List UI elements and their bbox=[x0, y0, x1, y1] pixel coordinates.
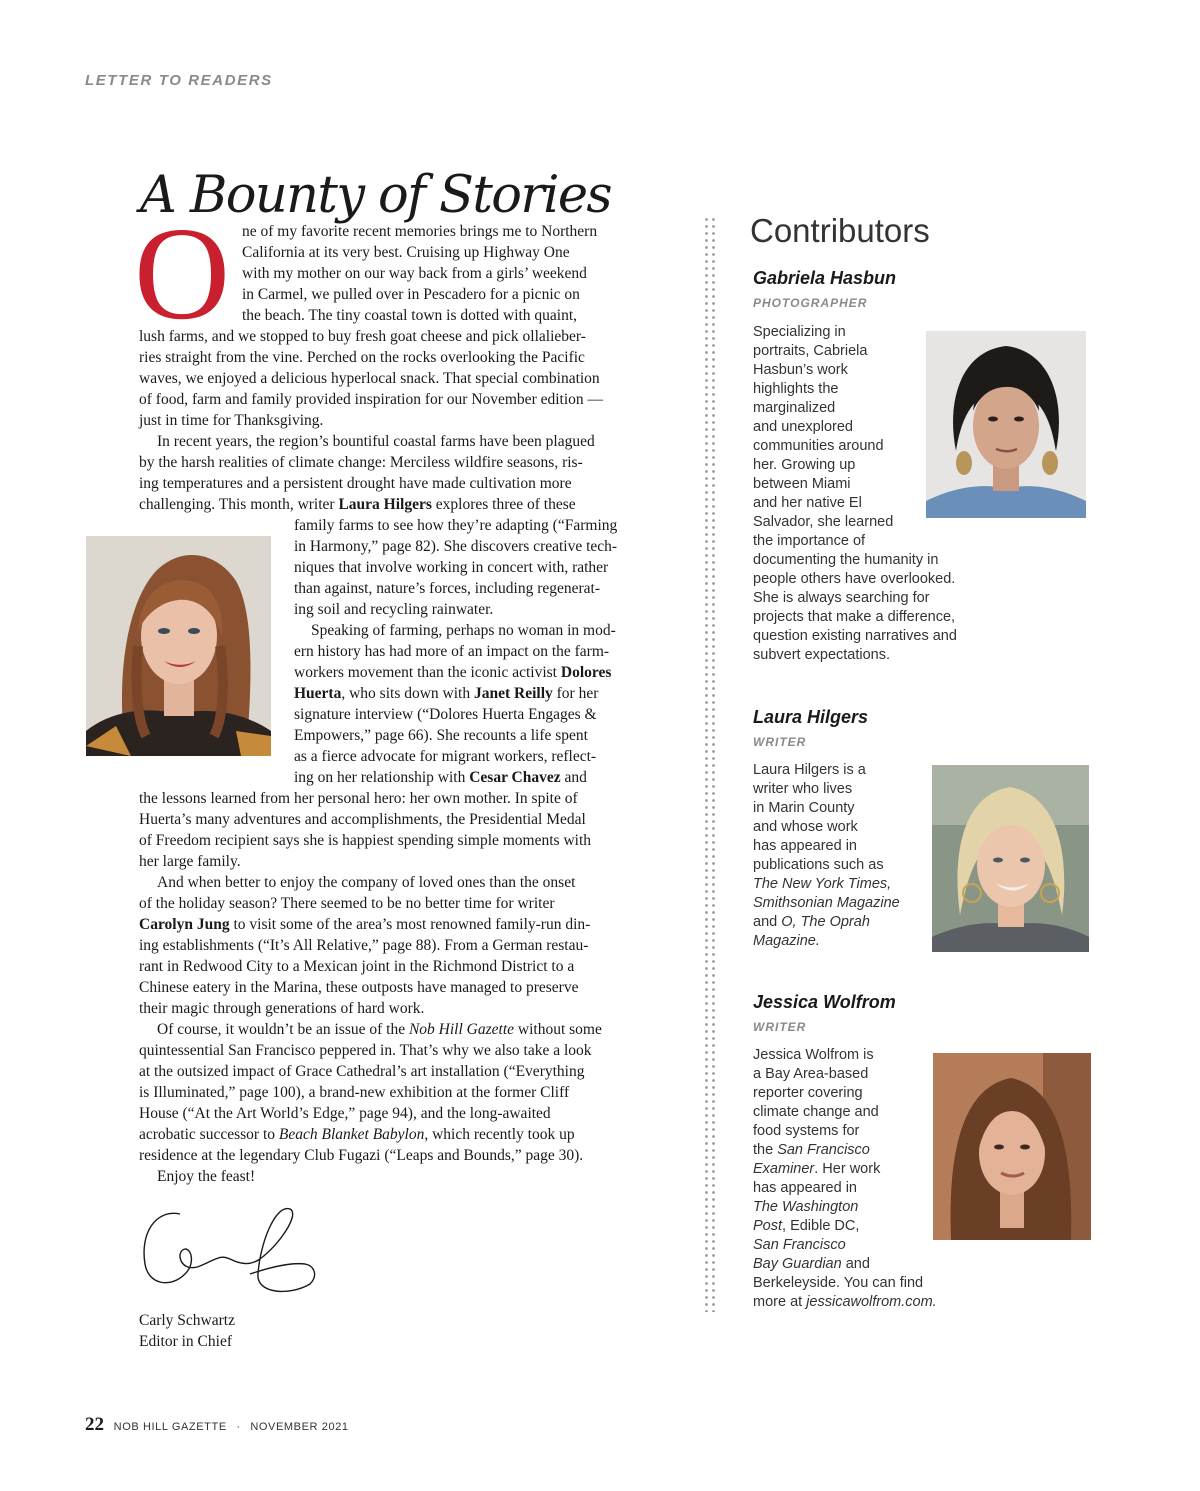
text-run: in Carmel, we pulled over in Pescadero for a picnic on bbox=[242, 286, 580, 303]
italic-title: jessicawolfrom.com. bbox=[806, 1294, 937, 1310]
letter-line bbox=[139, 326, 586, 347]
letter-line bbox=[139, 410, 323, 431]
text-run: Laura Hilgers is a bbox=[753, 762, 866, 778]
italic-title: The Washington bbox=[753, 1199, 859, 1215]
bold-name: Janet Reilly bbox=[473, 685, 553, 702]
bio-line bbox=[753, 1198, 858, 1217]
text-run: quintessential San Francisco peppered in. That’s why we also take a look bbox=[139, 1042, 592, 1059]
bold-name: Huerta bbox=[294, 685, 342, 702]
letter-line bbox=[139, 1124, 575, 1145]
letter-line bbox=[139, 851, 241, 872]
bio-line bbox=[753, 418, 853, 437]
laura-hilgers-contributor-portrait bbox=[932, 765, 1089, 952]
editor-signature bbox=[140, 1204, 320, 1304]
contributor-name: Laura Hilgers bbox=[753, 707, 869, 727]
letter-line bbox=[242, 242, 570, 263]
letter-line bbox=[242, 284, 580, 305]
letter-line bbox=[139, 473, 572, 494]
contributor-name: Jessica Wolfrom bbox=[753, 992, 896, 1012]
letter-line bbox=[139, 389, 603, 410]
bio-line bbox=[753, 456, 855, 475]
text-run: , who sits down with bbox=[341, 685, 474, 702]
text-run: is Illuminated,” page 100), a brand-new exhibition at the former Cliff bbox=[139, 1084, 570, 1101]
letter-line bbox=[294, 683, 598, 704]
text-run: Chinese eatery in the Marina, these outposts have managed to preserve bbox=[139, 979, 579, 996]
text-run: lush farms, and we stopped to buy fresh goat cheese and pick ollalieber- bbox=[139, 328, 586, 345]
text-run: And when better to enjoy the company of loved ones than the onset bbox=[157, 874, 576, 891]
letter-line bbox=[294, 599, 493, 620]
bio-line bbox=[753, 361, 848, 380]
bold-name: Laura Hilgers bbox=[338, 496, 432, 513]
text-run: the lessons learned from her personal hero: her own mother. In spite of bbox=[139, 790, 578, 807]
text-run: without some bbox=[514, 1021, 602, 1038]
text-run: of the holiday season? There seemed to be no better time for writer bbox=[139, 895, 555, 912]
bio-line bbox=[753, 818, 858, 837]
text-run: family farms to see how they’re adapting (“Farming bbox=[294, 517, 618, 534]
text-run: a Bay Area-based bbox=[753, 1066, 869, 1082]
letter-line bbox=[139, 347, 585, 368]
text-run: and her native El bbox=[753, 495, 862, 511]
text-run: Jessica Wolfrom is bbox=[753, 1047, 874, 1063]
text-run: , Edible DC, bbox=[782, 1218, 860, 1234]
bio-line bbox=[753, 570, 955, 589]
text-run: highlights the bbox=[753, 381, 839, 397]
italic-title: Magazine. bbox=[753, 933, 820, 949]
bio-line bbox=[753, 837, 857, 856]
bio-line bbox=[753, 1065, 868, 1084]
text-run: documenting the humanity in bbox=[753, 552, 939, 568]
bio-line bbox=[753, 780, 852, 799]
bold-name: Carolyn Jung bbox=[139, 916, 230, 933]
text-run: as a fierce advocate for migrant workers, reflect- bbox=[294, 748, 597, 765]
letter-line bbox=[139, 893, 554, 914]
text-run: and bbox=[560, 769, 587, 786]
bio-line bbox=[753, 894, 900, 913]
bio-line bbox=[753, 1160, 880, 1179]
text-run: Enjoy the feast! bbox=[157, 1168, 256, 1185]
text-run: niques that involve working in concert with, rather bbox=[294, 559, 609, 576]
letter-line bbox=[139, 1082, 569, 1103]
bio-line bbox=[753, 323, 846, 342]
text-run: ing establishments (“It’s All Relative,” page 88). From a German restau- bbox=[139, 937, 589, 954]
italic-title: Post bbox=[753, 1218, 783, 1234]
text-run: just in time for Thanksgiving. bbox=[139, 412, 324, 429]
text-run: climate change and bbox=[753, 1104, 879, 1120]
text-run: challenging. This month, writer bbox=[139, 496, 339, 513]
gabriela-hasbun-portrait bbox=[926, 331, 1086, 518]
bio-line bbox=[753, 932, 820, 951]
contributor-name: Gabriela Hasbun bbox=[753, 268, 897, 288]
letter-line bbox=[139, 935, 588, 956]
text-run: the bbox=[753, 1142, 778, 1158]
text-run: rant in Redwood City to a Mexican joint in the Richmond District to a bbox=[139, 958, 575, 975]
letter-line bbox=[139, 1145, 583, 1166]
text-run: residence at the legendary Club Fugazi (“Leaps and Bounds,” page 30). bbox=[139, 1147, 584, 1164]
letter-line bbox=[139, 368, 600, 389]
letter-line bbox=[294, 662, 611, 683]
text-run: has appeared in bbox=[753, 838, 857, 854]
text-run: acrobatic successor to bbox=[139, 1126, 279, 1143]
text-run: has appeared in bbox=[753, 1180, 857, 1196]
text-run: her. Growing up bbox=[753, 457, 856, 473]
bio-line bbox=[753, 1046, 874, 1065]
letter-line bbox=[139, 1103, 551, 1124]
text-run: workers movement than the iconic activist bbox=[294, 664, 561, 681]
letter-line bbox=[157, 1019, 602, 1040]
bio-line bbox=[753, 856, 884, 875]
text-run: more at bbox=[753, 1294, 807, 1310]
letter-line bbox=[294, 515, 617, 536]
italic-title: Examiner bbox=[753, 1161, 815, 1177]
contributor-role: PHOTOGRAPHER bbox=[753, 296, 868, 310]
contributors-heading: Contributors bbox=[750, 212, 930, 249]
jessica-wolfrom-portrait bbox=[933, 1053, 1091, 1240]
footer-separator: · bbox=[236, 1421, 241, 1433]
text-run: between Miami bbox=[753, 476, 851, 492]
text-run: and bbox=[753, 914, 782, 930]
text-run: and bbox=[841, 1256, 870, 1272]
text-run: Huerta’s many adventures and accomplishments, the Presidential Medal bbox=[139, 811, 586, 828]
text-run: publications such as bbox=[753, 857, 884, 873]
issue-date: NOVEMBER 2021 bbox=[250, 1421, 349, 1433]
text-run: Of course, it wouldn’t be an issue of the bbox=[157, 1021, 409, 1038]
letter-line bbox=[294, 641, 609, 662]
bio-line bbox=[753, 437, 884, 456]
bio-line bbox=[753, 1179, 857, 1198]
bio-line bbox=[753, 1141, 870, 1160]
bio-line bbox=[753, 494, 862, 513]
bio-line bbox=[753, 589, 930, 608]
letter-line bbox=[157, 872, 575, 893]
bold-name: Cesar Chavez bbox=[469, 769, 561, 786]
bio-line bbox=[753, 761, 866, 780]
letter-line bbox=[139, 830, 591, 851]
text-run: , which recently took up bbox=[424, 1126, 575, 1143]
letter-line bbox=[294, 536, 617, 557]
bio-line bbox=[753, 1274, 923, 1293]
bio-line bbox=[753, 380, 838, 399]
contributor-role: WRITER bbox=[753, 1020, 807, 1034]
text-run: communities around bbox=[753, 438, 884, 454]
bio-line bbox=[753, 1255, 870, 1274]
bio-line bbox=[753, 1084, 863, 1103]
text-run: and whose work bbox=[753, 819, 858, 835]
italic-title: Smithsonian Magazine bbox=[753, 895, 900, 911]
editor-name: Carly Schwartz bbox=[139, 1312, 235, 1329]
letter-line bbox=[139, 998, 424, 1019]
text-run: Speaking of farming, perhaps no woman in mod- bbox=[311, 622, 616, 639]
letter-line bbox=[139, 914, 590, 935]
text-run: projects that make a difference, bbox=[753, 609, 956, 625]
text-run: marginalized bbox=[753, 400, 836, 416]
bio-line bbox=[753, 608, 955, 627]
bold-name: Dolores bbox=[560, 664, 612, 681]
letter-line bbox=[242, 221, 597, 242]
letter-line bbox=[311, 620, 616, 641]
bio-line bbox=[753, 1103, 879, 1122]
text-run: than against, nature’s forces, including regenerat- bbox=[294, 580, 601, 597]
text-run: her large family. bbox=[139, 853, 241, 870]
text-run: Salvador, she learned bbox=[753, 514, 894, 530]
text-run: food systems for bbox=[753, 1123, 860, 1139]
letter-line bbox=[139, 1040, 592, 1061]
letter-line bbox=[294, 746, 596, 767]
page-footer bbox=[85, 1414, 349, 1436]
text-run: ing temperatures and a persistent drought have made cultivation more bbox=[139, 475, 572, 492]
bio-line bbox=[753, 1217, 859, 1236]
letter-line bbox=[139, 1061, 584, 1082]
laura-hilgers-portrait bbox=[86, 536, 271, 756]
column-divider bbox=[703, 216, 717, 1312]
bio-line bbox=[753, 342, 867, 361]
italic-title: O, The Oprah bbox=[781, 914, 870, 930]
italic-title: Nob Hill Gazette bbox=[408, 1021, 515, 1038]
text-run: She is always searching for bbox=[753, 590, 930, 606]
text-run: in Harmony,” page 82). She discovers creative tech- bbox=[294, 538, 618, 555]
text-run: in Marin County bbox=[753, 800, 855, 816]
letter-line bbox=[139, 788, 578, 809]
italic-title: Beach Blanket Babylon bbox=[278, 1126, 425, 1143]
text-run: ing on her relationship with bbox=[294, 769, 470, 786]
italic-title: San Francisco bbox=[777, 1142, 870, 1158]
text-run: and unexplored bbox=[753, 419, 853, 435]
letter-line bbox=[294, 725, 588, 746]
text-run: waves, we enjoyed a delicious hyperlocal snack. That special combination bbox=[139, 370, 600, 387]
bio-line bbox=[753, 913, 870, 932]
publication-name: NOB HILL GAZETTE bbox=[113, 1421, 227, 1433]
letter-line bbox=[294, 767, 587, 788]
bio-line bbox=[753, 399, 835, 418]
bio-line bbox=[753, 1122, 859, 1141]
text-run: question existing narratives and bbox=[753, 628, 957, 644]
bio-line bbox=[753, 551, 938, 570]
text-run: Specializing in bbox=[753, 324, 846, 340]
letter-line bbox=[294, 704, 597, 725]
text-run: ne of my favorite recent memories brings me to Northern bbox=[242, 223, 598, 240]
text-run: ing soil and recycling rainwater. bbox=[294, 601, 494, 618]
text-run: Hasbun’s work bbox=[753, 362, 848, 378]
bio-line bbox=[753, 875, 891, 894]
italic-title: San Francisco bbox=[753, 1237, 846, 1253]
bio-line bbox=[753, 532, 865, 551]
text-run: people others have overlooked. bbox=[753, 571, 956, 587]
text-run: portraits, Cabriela bbox=[753, 343, 868, 359]
text-run: of Freedom recipient says she is happiest spending simple moments with bbox=[139, 832, 592, 849]
bio-line bbox=[753, 646, 890, 665]
text-run: signature interview (“Dolores Huerta Engages & bbox=[294, 706, 597, 723]
bio-line bbox=[753, 475, 851, 494]
text-run: ries straight from the vine. Perched on the rocks overlooking the Pacific bbox=[139, 349, 585, 366]
drop-cap: O bbox=[134, 199, 231, 347]
letter-line bbox=[139, 494, 576, 515]
text-run: by the harsh realities of climate change: Merciless wildfire seasons, ris- bbox=[139, 454, 583, 471]
letter-line bbox=[139, 977, 578, 998]
letter-line bbox=[242, 263, 587, 284]
text-run: Berkeleyside. You can find bbox=[753, 1275, 924, 1291]
text-run: Empowers,” page 66). She recounts a life spent bbox=[294, 727, 588, 744]
text-run: of food, farm and family provided inspiration for our November edition — bbox=[139, 391, 604, 408]
text-run: to visit some of the area’s most renowned family-run din- bbox=[229, 916, 591, 933]
text-run: at the outsized impact of Grace Cathedral’s art installation (“Everything bbox=[139, 1063, 585, 1080]
page-title: A Bounty of Stories bbox=[140, 166, 612, 226]
contributor-role: WRITER bbox=[753, 735, 807, 749]
text-run: California at its very best. Cruising up Highway One bbox=[242, 244, 570, 261]
text-run: with my mother on our way back from a girls’ weekend bbox=[242, 265, 587, 282]
text-run: the beach. The tiny coastal town is dotted with quaint, bbox=[242, 307, 578, 324]
text-run: ern history has had more of an impact on the farm- bbox=[294, 643, 610, 660]
letter-line bbox=[294, 578, 600, 599]
text-run: writer who lives bbox=[753, 781, 853, 797]
page-number: 22 bbox=[85, 1414, 104, 1435]
text-run: House (“At the Art World’s Edge,” page 94), and the long-awaited bbox=[139, 1105, 551, 1122]
text-run: subvert expectations. bbox=[753, 647, 891, 663]
letter-line bbox=[157, 1166, 255, 1187]
text-run: the importance of bbox=[753, 533, 866, 549]
text-run: . Her work bbox=[814, 1161, 881, 1177]
bio-line bbox=[753, 627, 957, 646]
letter-line bbox=[157, 431, 595, 452]
letter-line bbox=[294, 557, 608, 578]
bio-line bbox=[753, 799, 855, 818]
text-run: for her bbox=[552, 685, 599, 702]
bio-line bbox=[753, 1236, 846, 1255]
letter-line bbox=[139, 956, 574, 977]
text-run: their magic through generations of hard work. bbox=[139, 1000, 425, 1017]
text-run: explores three of these bbox=[431, 496, 576, 513]
italic-title: Bay Guardian bbox=[753, 1256, 842, 1272]
letter-line bbox=[242, 305, 577, 326]
bio-line bbox=[753, 513, 893, 532]
section-label: LETTER TO READERS bbox=[85, 72, 273, 89]
letter-line bbox=[139, 809, 586, 830]
editor-title: Editor in Chief bbox=[139, 1333, 232, 1350]
text-run: In recent years, the region’s bountiful coastal farms have been plagued bbox=[157, 433, 595, 450]
letter-line bbox=[139, 452, 583, 473]
bio-line bbox=[753, 1293, 937, 1312]
text-run: reporter covering bbox=[753, 1085, 863, 1101]
italic-title: The New York Times, bbox=[753, 876, 892, 892]
